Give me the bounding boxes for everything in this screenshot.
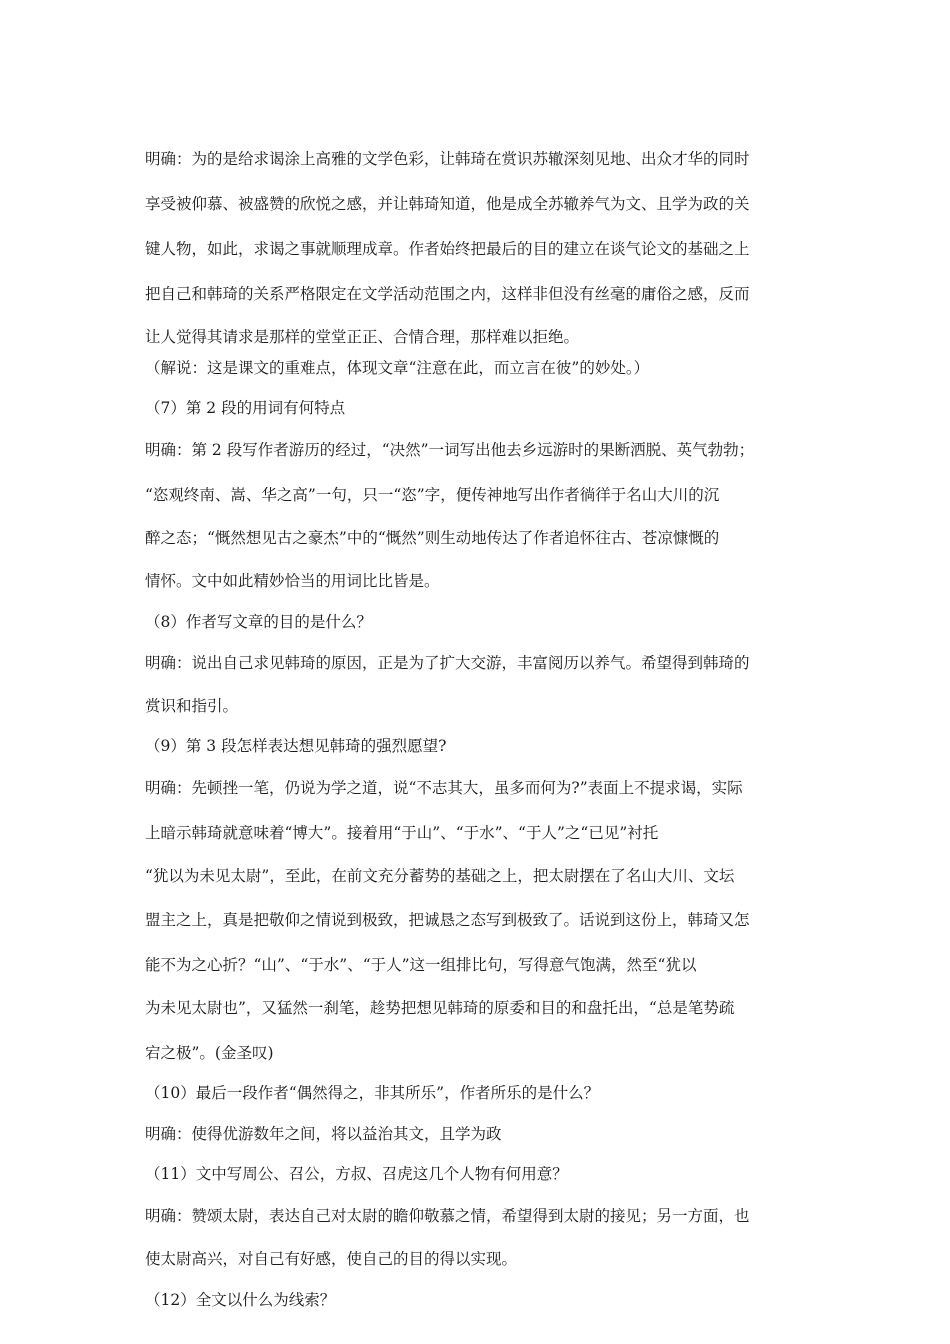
- question-8: （8）作者写文章的目的是什么？: [145, 613, 372, 631]
- question-12: （12）全文以什么为线索？: [145, 1291, 336, 1309]
- answer-line: 宕之极”。(金圣叹): [145, 1044, 274, 1062]
- answer-line: 明确：为的是给求谒涂上高雅的文学色彩，让韩琦在赏识苏辙深刻见地、出众才华的同时: [145, 150, 750, 168]
- note-line: （解说：这是课文的重难点，体现文章“注意在此，而立言在彼”的妙处。）: [145, 359, 650, 377]
- answer-line: 能不为之心折？“山”、“于水”、“于人”这一组排比句，写得意气饱满，然至“犹以: [145, 956, 697, 974]
- answer-line: 赏识和指引。: [145, 697, 239, 715]
- answer-line: 让人觉得其请求是那样的堂堂正正、合情合理，那样难以拒绝。: [145, 328, 580, 346]
- answer-line: 明确：赞颂太尉，表达自己对太尉的瞻仰敬慕之情，希望得到太尉的接见；另一方面，也: [145, 1207, 750, 1225]
- answer-line: 明确：说出自己求见韩琦的原因，正是为了扩大交游，丰富阅历以养气。希望得到韩琦的: [145, 654, 750, 672]
- question-7: （7）第 2 段的用词有何特点: [145, 399, 346, 417]
- question-9: （9）第 3 段怎样表达想见韩琦的强烈愿望?: [145, 737, 447, 755]
- answer-line: 把自己和韩琦的关系严格限定在文学活动范围之内，这样非但没有丝毫的庸俗之感，反而: [145, 285, 750, 303]
- answer-line: 醉之态；“慨然想见古之豪杰”中的“慨然”则生动地传达了作者追怀往古、苍凉慷慨的: [145, 529, 720, 547]
- answer-line: “犹以为未见太尉”，至此，在前文充分蓄势的基础之上，把太尉摆在了名山大川、文坛: [145, 867, 735, 885]
- answer-line: 使太尉高兴，对自己有好感，使自己的目的得以实现。: [145, 1250, 518, 1268]
- answer-line: 明确：第 2 段写作者游历的经过，“决然”一词写出他去乡远游时的果断洒脱、英气勃勃；: [145, 441, 755, 459]
- answer-line: 盟主之上，真是把敬仰之情说到极致，把诚恳之态写到极致了。话说到这份上，韩琦又怎: [145, 911, 750, 929]
- answer-line: 键人物，如此，求谒之事就顺理成章。作者始终把最后的目的建立在谈气论文的基础之上: [145, 240, 750, 258]
- question-10: （10）最后一段作者“偶然得之，非其所乐”，作者所乐的是什么？: [145, 1084, 600, 1102]
- answer-line: 上暗示韩琦就意味着“博大”。接着用“于山”、“于水”、“于人”之“已见”衬托: [145, 824, 659, 842]
- answer-line: 为未见太尉也”，又猛然一刹笔，趁势把想见韩琦的原委和目的和盘托出，“总是笔势疏: [145, 999, 735, 1017]
- answer-line: 明确：先顿挫一笔，仍说为学之道，说“不志其大，虽多而何为?”表面上不提求谒，实际: [145, 779, 743, 797]
- answer-line: 享受被仰慕、被盛赞的欣悦之感，并让韩琦知道，他是成全苏辙养气为文、且学为政的关: [145, 195, 750, 213]
- answer-line: “恣观终南、嵩、华之高”一句，只一“恣”字，便传神地写出作者徜徉于名山大川的沉: [145, 486, 720, 504]
- question-11: （11）文中写周公、召公，方叔、召虎这几个人物有何用意？: [145, 1165, 568, 1183]
- answer-line: 情怀。文中如此精妙恰当的用词比比皆是。: [145, 572, 440, 590]
- answer-line: 明确：使得优游数年之间，将以益治其文，且学为政: [145, 1125, 502, 1143]
